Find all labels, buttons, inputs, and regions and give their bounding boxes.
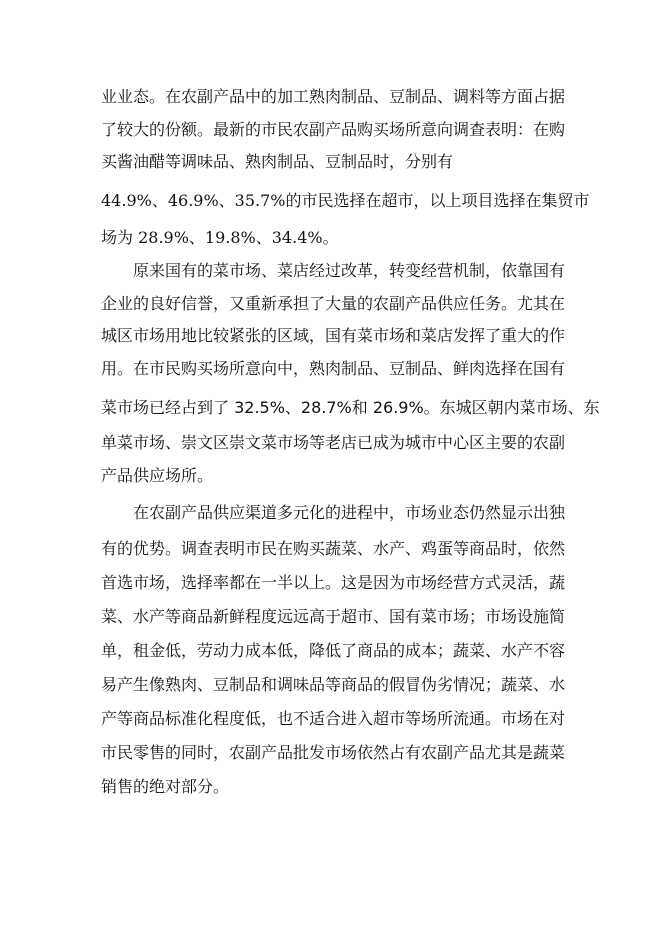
paragraph-line: 产品供应场所。 (101, 466, 214, 485)
paragraph-line: 了较大的份额。最新的市民农副产品购买场所意向调查表明：在购 (101, 120, 566, 139)
paragraph-line: 原来国有的菜市场、菜店经过改革，转变经营机制，依靠国有 (133, 261, 566, 280)
paragraph-line: 首选市场，选择率都在一半以上。这是因为市场经营方式灵活，蔬 (101, 573, 566, 592)
paragraph-line: 易产生像熟肉、豆制品和调味品等商品的假冒伪劣情况；蔬菜、水 (101, 675, 566, 694)
paragraph-line: 企业的良好信誉，又重新承担了大量的农副产品供应任务。尤其在 (101, 294, 566, 313)
paragraph-line: 用。在市民购买场所意向中，熟肉制品、豆制品、鲜肉选择在国有 (101, 359, 566, 378)
paragraph-line: 单，租金低，劳动力成本低，降低了商品的成本；蔬菜、水产不容 (101, 641, 566, 660)
paragraph-line: 买酱油醋等调味品、熟肉制品、豆制品时，分别有 (101, 152, 454, 171)
paragraph-line: 有的优势。调查表明市民在购买蔬菜、水产、鸡蛋等商品时，依然 (101, 539, 566, 558)
paragraph-line: 业业态。在农副产品中的加工熟肉制品、豆制品、调料等方面占据 (101, 87, 566, 106)
paragraph-line: 城区市场用地比较紧张的区域，国有菜市场和菜店发挥了重大的作 (101, 326, 566, 345)
paragraph-line: 菜、水产等商品新鲜程度远远高于超市、国有菜市场；市场设施简 (101, 607, 566, 626)
paragraph-line: 菜市场已经占到了 32.5%、28.7%和 26.9%。东城区朝内菜市场、东 (101, 398, 600, 417)
paragraph-line: 场为 28.9%、19.8%、34.4%。 (101, 228, 339, 247)
paragraph-line: 单菜市场、崇文区崇文菜市场等老店已成为城市中心区主要的农副 (101, 433, 566, 452)
paragraph-line: 44.9%、46.9%、35.7%的市民选择在超市，以上项目选择在集贸市 (101, 191, 590, 210)
paragraph-line: 市民零售的同时，农副产品批发市场依然占有农副产品尤其是蔬菜 (101, 743, 566, 762)
paragraph-line: 在农副产品供应渠道多元化的进程中，市场业态仍然显示出独 (133, 503, 566, 522)
paragraph-line: 销售的绝对部分。 (101, 777, 230, 796)
paragraph-line: 产等商品标准化程度低，也不适合进入超市等场所流通。市场在对 (101, 709, 566, 728)
